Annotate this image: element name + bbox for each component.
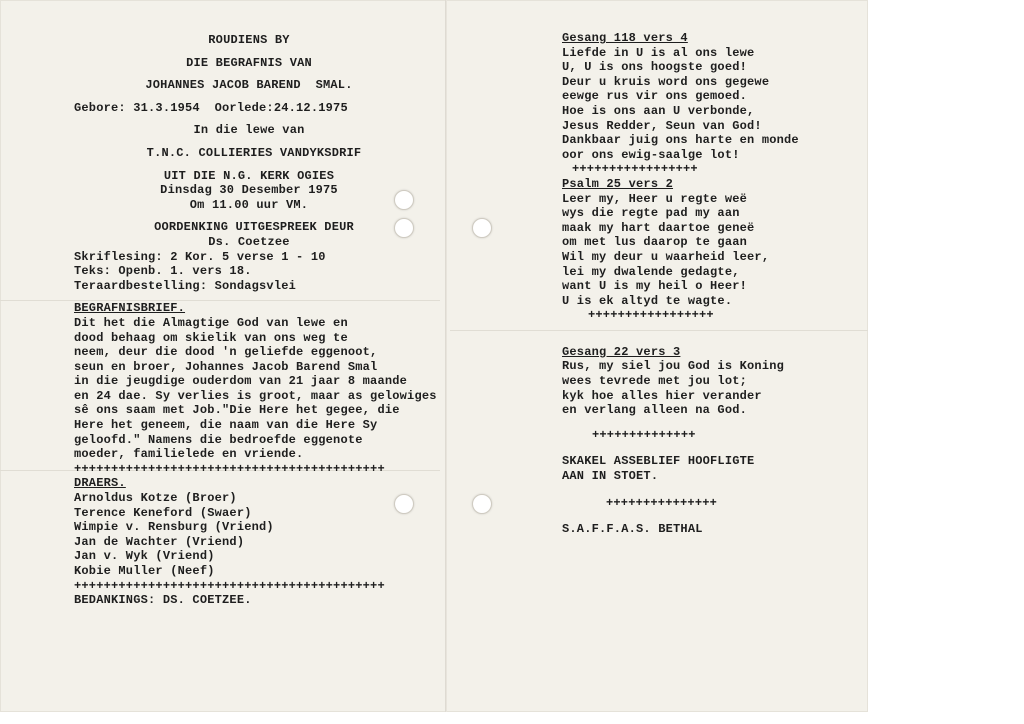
notice-line: Dit het die Almagtige God van lewe en xyxy=(74,315,348,330)
notice-line: in die jeugdige ouderdom van 21 jaar 8 maande xyxy=(74,374,408,389)
notice-line: en 24 dae. Sy verlies is groot, maar as gelowiges xyxy=(74,388,437,403)
hymn-heading: Gesang 22 vers 3 xyxy=(562,344,681,359)
header-subtitle: DIE BEGRAFNIS VAN xyxy=(186,55,312,70)
hymn-heading: Gesang 118 vers 4 xyxy=(562,31,688,45)
hymn-heading: Psalm 25 vers 2 xyxy=(562,176,674,191)
separator-line: +++++++++++++++ xyxy=(606,495,718,510)
deceased-name: JOHANNES JACOB BAREND SMAL. xyxy=(145,78,353,93)
notice-line: dood behaag om skielik van ons weg te xyxy=(74,330,348,345)
hymn-line: Hoe is ons aan U verbonde, xyxy=(562,103,755,118)
thanks-line: BEDANKINGS: DS. COETZEE. xyxy=(74,593,252,608)
right-column xyxy=(562,31,862,537)
bearer-item: Jan v. Wyk (Vriend) xyxy=(74,549,215,564)
center-fold xyxy=(445,0,447,712)
bearer-item: Arnoldus Kotze (Broer) xyxy=(74,491,237,506)
notice-line: moeder, familielede en vriende. xyxy=(74,447,304,462)
hymn-line: Dankbaar juig ons harte en monde xyxy=(562,133,799,148)
punch-hole xyxy=(472,494,492,514)
notice-heading: BEGRAFNISBRIEF. xyxy=(74,301,186,316)
notice-line: Here het geneem, die naam van die Here Sy xyxy=(74,418,378,433)
hymn-line: Leer my, Heer u regte weë xyxy=(562,191,748,206)
burial-place: Teraardbestelling: Sondagsvlei xyxy=(74,278,297,293)
service-date: Dinsdag 30 Desember 1975 xyxy=(160,183,338,198)
employer-label: In die lewe van xyxy=(193,123,305,138)
notice-line: neem, deur die dood 'n geliefde eggenoot, xyxy=(74,345,378,360)
hymn-line: om met lus daarop te gaan xyxy=(562,235,748,250)
bearers-heading: DRAERS. xyxy=(74,476,126,491)
separator-line: +++++++++++++++++ xyxy=(588,308,714,323)
hymn-line: U, U is ons hoogste goed! xyxy=(562,60,748,75)
hymn-line: Wil my deur u waarheid leer, xyxy=(562,249,770,264)
notice-line: seun en broer, Johannes Jacob Barend Smal xyxy=(74,359,378,374)
hymn-line: Jesus Redder, Seun van God! xyxy=(562,118,762,133)
hymn-line: wys die regte pad my aan xyxy=(562,206,740,221)
employer-name: T.N.C. COLLIERIES VANDYKSDRIF xyxy=(146,145,362,160)
sermon-text: Teks: Openb. 1. vers 18. xyxy=(74,264,252,279)
notice-line: sê ons saam met Job."Die Here het gegee, die xyxy=(74,403,400,418)
birth-death-dates: Gebore: 31.3.1954 Oorlede:24.12.1975 xyxy=(74,100,348,115)
program-header xyxy=(74,33,444,250)
hymn-line: Rus, my siel jou God is Koning xyxy=(562,359,785,374)
notice-line: geloofd." Namens die bedroefde eggenote xyxy=(74,432,363,447)
hymn-line: want U is my heil o Heer! xyxy=(562,279,748,294)
notice-line: AAN IN STOET. xyxy=(562,469,659,484)
hymn-line: wees tevrede met jou lot; xyxy=(562,374,748,389)
hymn-line: kyk hoe alles hier verander xyxy=(562,388,762,403)
bearer-item: Terence Keneford (Swaer) xyxy=(74,505,252,520)
hymn-line: lei my dwalende gedagte, xyxy=(562,264,740,279)
separator-line: +++++++++++++++++ xyxy=(572,162,698,177)
hymn-line: eewge rus vir ons gemoed. xyxy=(562,89,748,104)
hymn-gesang-118 xyxy=(562,31,862,177)
hymn-line: oor ons ewig-saalge lot! xyxy=(562,147,740,162)
bearer-item: Kobie Muller (Neef) xyxy=(74,564,215,578)
service-time: Om 11.00 uur VM. xyxy=(189,197,309,212)
minister-name: Ds. Coetzee xyxy=(208,234,290,249)
separator-line: ++++++++++++++ xyxy=(592,427,696,442)
scripture-reading: Skriflesing: 2 Kor. 5 verse 1 - 10 xyxy=(74,249,326,264)
header-title: ROUDIENS BY xyxy=(208,33,290,47)
bearers-list xyxy=(74,491,444,579)
sign-off: S.A.F.F.A.S. BETHAL xyxy=(562,522,703,537)
punch-hole xyxy=(472,218,492,238)
sermon-label: OORDENKING UITGESPREEK DEUR xyxy=(154,220,354,235)
hymn-gesang-22 xyxy=(562,345,862,443)
bearer-item: Wimpie v. Rensburg (Vriend) xyxy=(74,520,274,535)
hymn-line: maak my hart daartoe geneë xyxy=(562,220,755,235)
church-name: UIT DIE N.G. KERK OGIES xyxy=(163,168,335,183)
hymn-line: U is ek altyd te wagte. xyxy=(562,293,733,308)
headlights-notice xyxy=(562,454,862,483)
notice-line: SKAKEL ASSEBLIEF HOOFLIGTE xyxy=(562,454,755,469)
service-details xyxy=(74,250,444,294)
separator-line: ++++++++++++++++++++++++++++++++++++++++++ xyxy=(74,461,385,476)
hymn-line: en verlang alleen na God. xyxy=(562,403,748,418)
hymn-psalm-25 xyxy=(562,177,862,323)
hymn-line: Deur u kruis word ons gegewe xyxy=(562,74,770,89)
bearer-item: Jan de Wachter (Vriend) xyxy=(74,534,245,549)
separator-line: ++++++++++++++++++++++++++++++++++++++++++ xyxy=(74,578,385,593)
left-column xyxy=(74,33,444,608)
hymn-line: Liefde in U is al ons lewe xyxy=(562,45,755,60)
funeral-notice xyxy=(74,316,444,462)
